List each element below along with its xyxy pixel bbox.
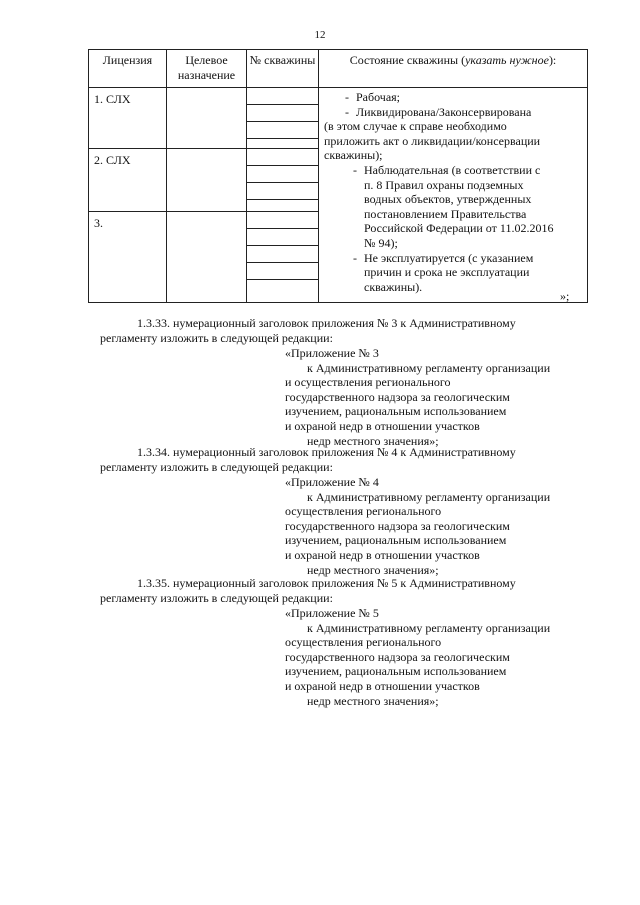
state-line: п. 8 Правил охраны подземных: [364, 177, 524, 192]
appendix-line: изучением, рациональным использованием: [285, 404, 507, 419]
section-heading: 1.3.35. нумерационный заголовок приложения № 5 к Административному: [137, 576, 516, 590]
appendix-line: государственного надзора за геологическим: [285, 518, 510, 533]
well-number-cell: [247, 149, 319, 212]
dash-bullet: -: [345, 90, 349, 104]
state-line: Российской Федерации от 11.02.2016: [364, 221, 554, 236]
state-line: скважины);: [324, 148, 383, 163]
table-row: [89, 88, 588, 149]
state-line: [324, 163, 583, 178]
appendix-line: осуществления регионального: [285, 635, 442, 650]
dash-bullet: -: [353, 250, 357, 265]
appendix-line: «Приложение № 4: [285, 475, 379, 489]
appendix-line: «Приложение № 3: [285, 346, 379, 360]
license-cell: 1. СЛХ: [89, 88, 167, 149]
state-text: Не эксплуатируется (с указанием: [364, 250, 534, 265]
section-heading: 1.3.33. нумерационный заголовок приложения № 3 к Административному: [137, 316, 516, 330]
appendix-line: и охраной недр в отношении участков: [285, 678, 480, 693]
appendix-line: недр местного значения»;: [307, 693, 439, 708]
state-line: [324, 251, 583, 266]
purpose-cell: [167, 88, 247, 149]
table-end-mark: »;: [560, 289, 570, 303]
header-state-end: ):: [548, 53, 557, 67]
state-line: водных объектов, утвержденных: [364, 192, 532, 207]
header-well-state: [319, 50, 588, 88]
state-text: Наблюдательная (в соответствии с: [364, 162, 541, 177]
appendix-5-block: [285, 606, 550, 708]
appendix-line: к Административному регламенту организации: [307, 360, 551, 375]
section-heading-cont: регламенту изложить в следующей редакции:: [100, 590, 333, 605]
well-number-cell: [247, 88, 319, 149]
appendix-line: и осуществления регионального: [285, 375, 451, 390]
state-line: скважины).: [364, 279, 423, 294]
appendix-line: недр местного значения»;: [307, 433, 439, 448]
header-state-italic: указать нужное: [465, 53, 549, 67]
well-number-cell: [247, 212, 319, 303]
license-cell: 3.: [89, 212, 167, 303]
header-license: Лицензия: [89, 50, 167, 88]
state-text: Рабочая;: [356, 90, 401, 104]
state-line: [324, 105, 583, 120]
dash-bullet: -: [353, 162, 357, 177]
section-heading-cont: регламенту изложить в следующей редакции:: [100, 459, 333, 474]
appendix-line: «Приложение № 5: [285, 606, 379, 620]
well-state-cell: [319, 88, 588, 303]
appendix-line: и охраной недр в отношении участков: [285, 418, 480, 433]
appendix-line: осуществления регионального: [285, 504, 442, 519]
state-line: постановлением Правительства: [364, 206, 527, 221]
state-line: приложить акт о ликвидации/консервации: [324, 133, 541, 148]
appendix-line: и охраной недр в отношении участков: [285, 547, 480, 562]
header-purpose: Целевое назначение: [167, 50, 247, 88]
section-heading-cont: регламенту изложить в следующей редакции:: [100, 330, 333, 345]
appendix-line: государственного надзора за геологическим: [285, 649, 510, 664]
state-line: (в этом случае к справе необходимо: [324, 119, 507, 134]
dash-bullet: -: [345, 104, 349, 119]
state-line: № 94);: [364, 235, 398, 250]
table-header-row: [89, 50, 588, 88]
appendix-line: изучением, рациональным использованием: [285, 533, 507, 548]
appendix-3-block: [285, 346, 550, 448]
wells-table: [88, 49, 588, 303]
appendix-line: к Административному регламенту организации: [307, 489, 551, 504]
page-number: 12: [314, 29, 326, 41]
appendix-line: к Административному регламенту организации: [307, 620, 551, 635]
purpose-cell: [167, 149, 247, 212]
state-line: [324, 90, 583, 105]
section-1-3-34: [100, 445, 610, 474]
appendix-line: государственного надзора за геологическим: [285, 389, 510, 404]
state-line: причин и срока не эксплуатации: [364, 265, 530, 280]
purpose-cell: [167, 212, 247, 303]
appendix-line: изучением, рациональным использованием: [285, 664, 507, 679]
header-state-text: Состояние скважины (: [349, 53, 466, 67]
state-text: Ликвидирована/Законсервирована: [356, 104, 532, 119]
appendix-4-block: [285, 475, 550, 577]
license-cell: 2. СЛХ: [89, 149, 167, 212]
appendix-line: недр местного значения»;: [307, 562, 439, 577]
header-well-number: № скважины: [247, 50, 319, 88]
section-heading: 1.3.34. нумерационный заголовок приложения № 4 к Административному: [137, 445, 516, 459]
section-1-3-33: [100, 316, 610, 345]
section-1-3-35: [100, 576, 610, 605]
